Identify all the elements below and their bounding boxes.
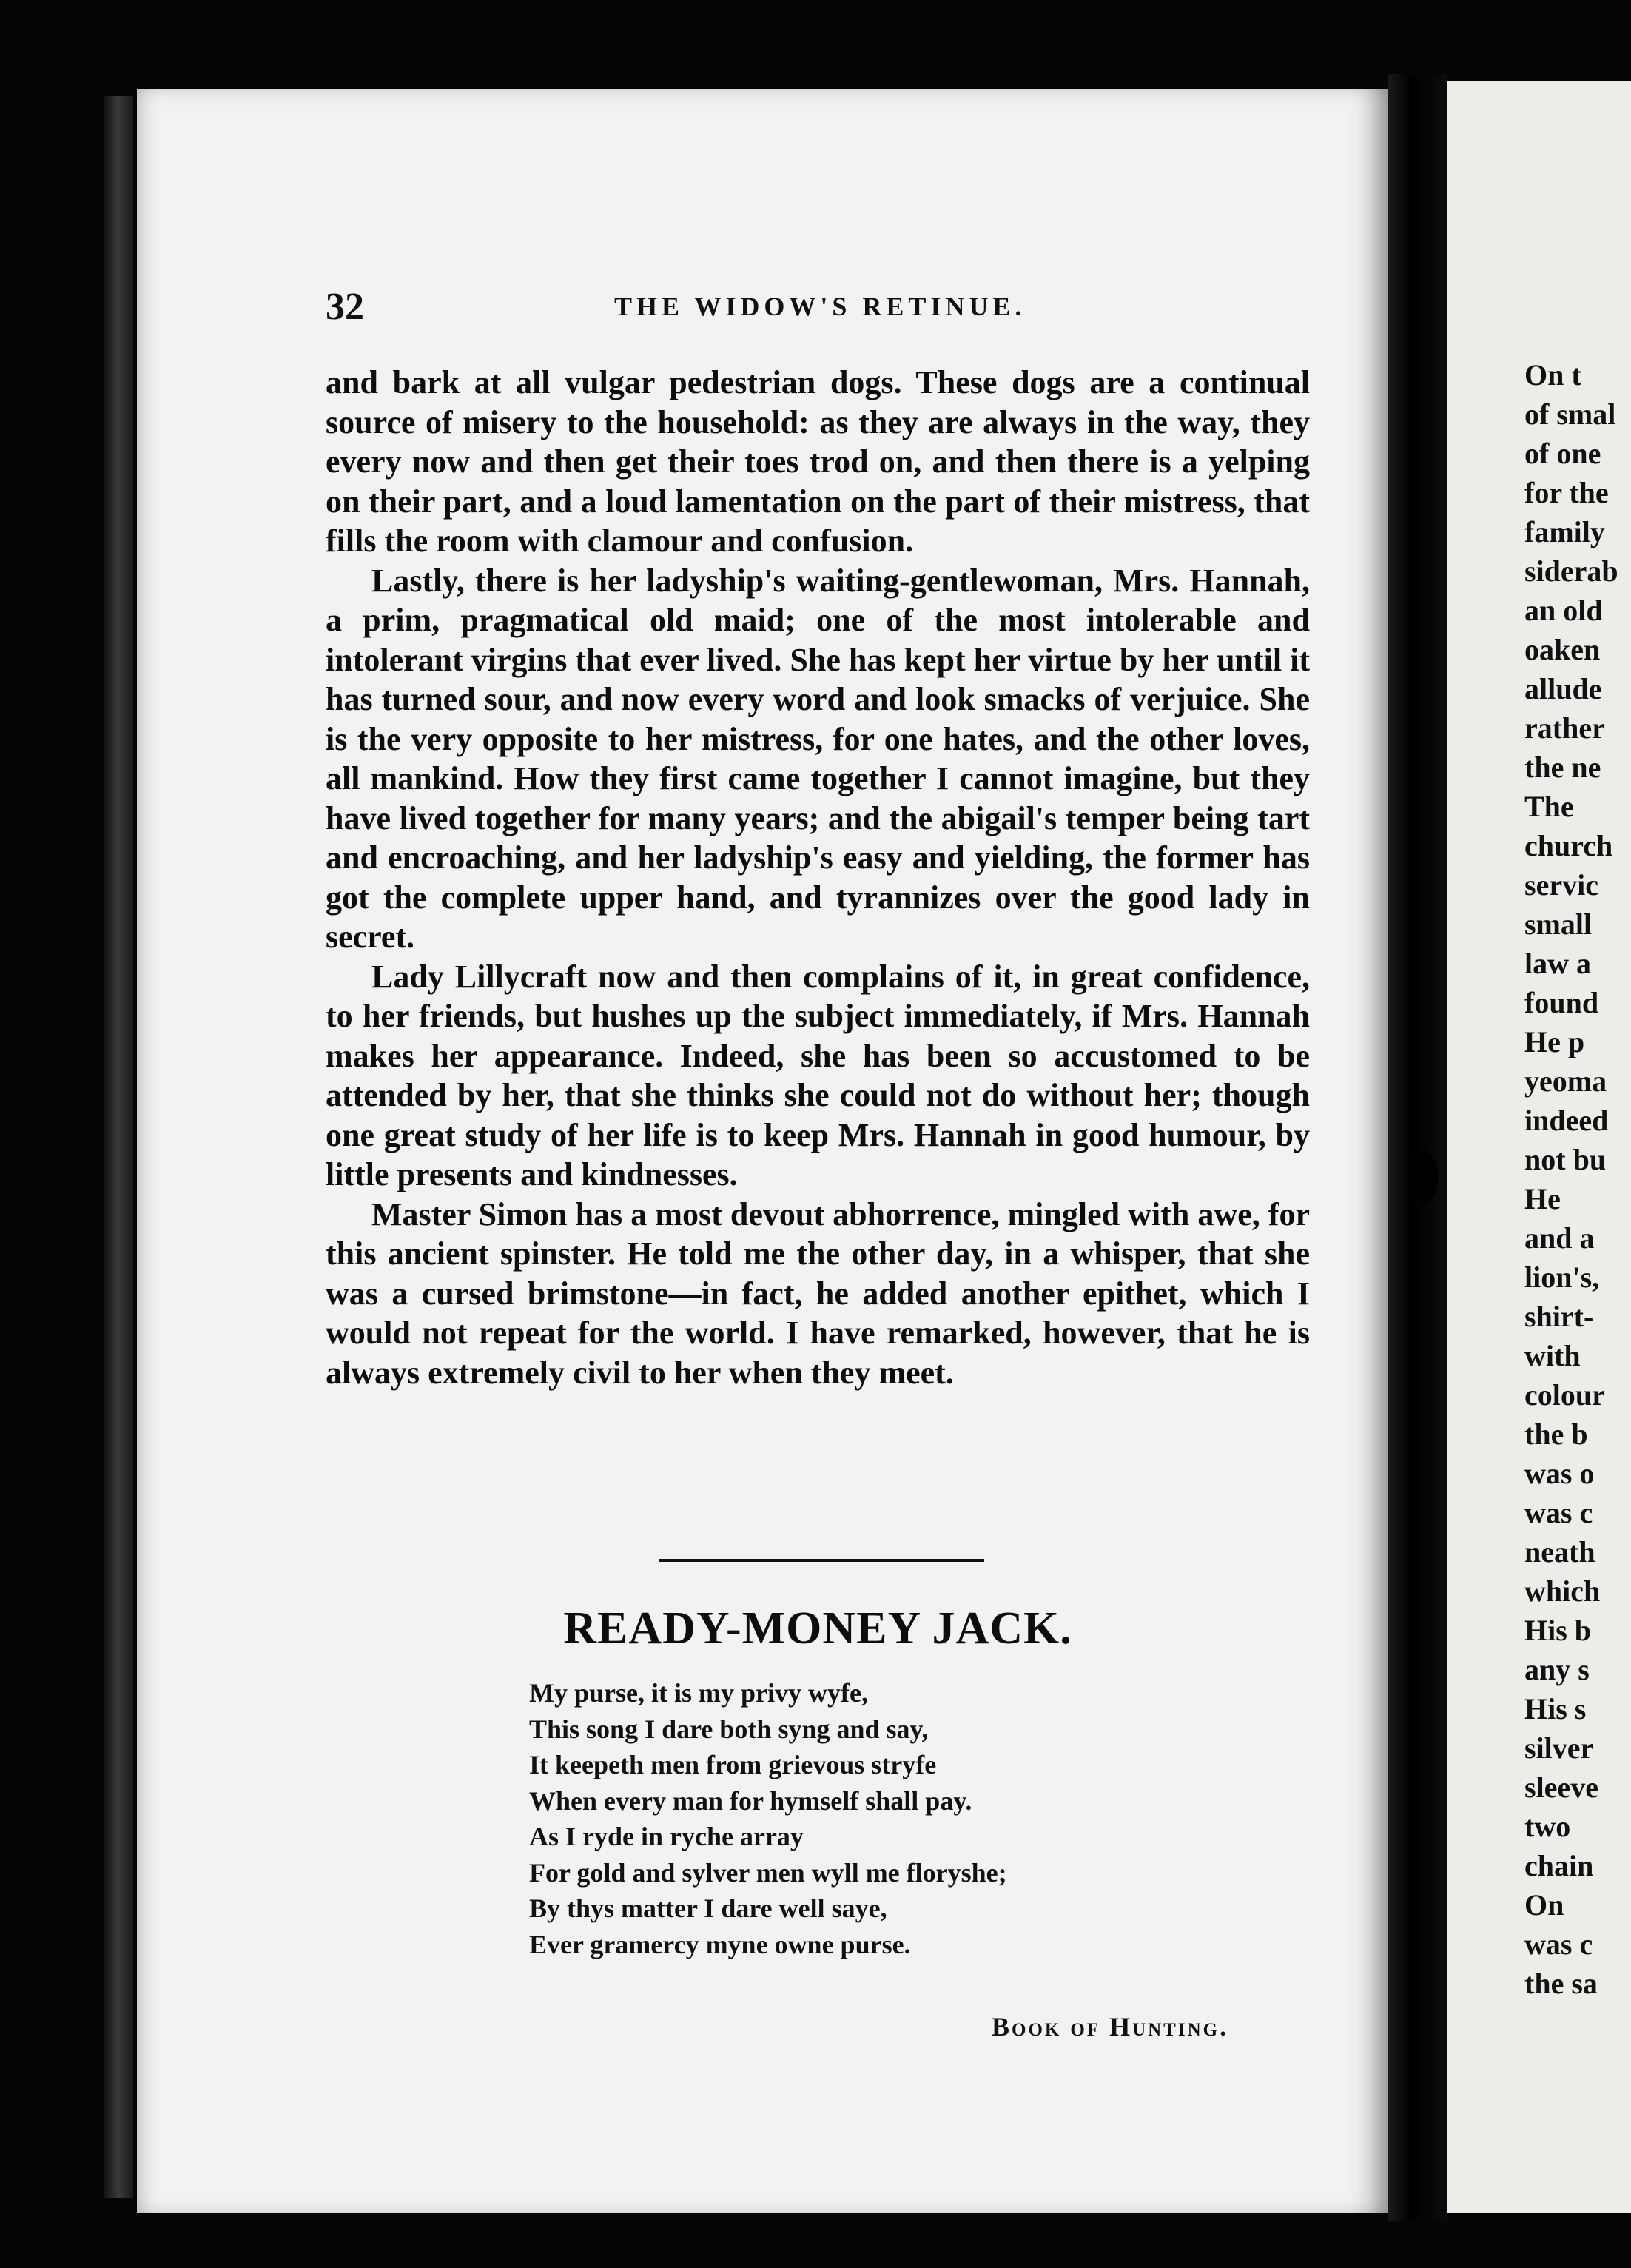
facing-page-line: siderab [1524, 554, 1618, 588]
facing-page-line: found [1524, 986, 1599, 1019]
facing-page-line: sleeve [1524, 1771, 1598, 1804]
facing-page-line: colour [1524, 1378, 1605, 1412]
verse-line: This song I dare both syng and say, [529, 1714, 929, 1744]
facing-page-text [1524, 355, 1631, 2003]
paragraph: Lady Lillycraft now and then complains of it, in great confidence, to her friends, but hushes up the subject immediately, if Mrs. Hannah makes her appearance. Indeed, she has been so accustomed to be attended by her, that she thinks she could not do without her; though one great study of her life is to keep Mrs. Hannah in good humour, by little presents and kindnesses. [326, 958, 1310, 1192]
facing-page-line: His b [1524, 1614, 1592, 1647]
facing-page-line: shirt- [1524, 1300, 1594, 1333]
facing-page-line: an old [1524, 594, 1603, 627]
running-head [326, 285, 1302, 337]
facing-page-line: was c [1524, 1928, 1593, 1961]
verse-line: My purse, it is my privy wyfe, [529, 1678, 868, 1708]
facing-page-line: the ne [1524, 751, 1601, 784]
running-head-title: THE WIDOW'S RETINUE. [614, 292, 1026, 321]
facing-page-line: He p [1524, 1025, 1585, 1058]
facing-page-line: church [1524, 829, 1613, 862]
facing-page-line: the b [1524, 1418, 1588, 1451]
facing-page-line: oaken [1524, 633, 1601, 666]
verse-line: It keepeth men from grievous stryfe [529, 1750, 937, 1779]
facing-page-line: allude [1524, 672, 1602, 705]
facing-page-line: was c [1524, 1496, 1593, 1529]
page-number: 32 [326, 286, 364, 328]
facing-page-line: of smal [1524, 397, 1616, 431]
epigraph-verse [529, 1675, 1343, 1962]
facing-page-line: for the [1524, 476, 1609, 509]
facing-page-line: lion's, [1524, 1261, 1600, 1294]
facing-page-line: On t [1524, 358, 1581, 392]
facing-page-line: neath [1524, 1535, 1595, 1569]
paragraph: Master Simon has a most devout abhorrence, mingled with awe, for this ancient spinster. He told me the other day, in a whisper, that she was a cursed brimstone—in fact, he added another epithet, which I would not repeat for the world. I have remarked, however, that he is always extremely civil to her when they meet. [326, 1195, 1310, 1391]
facing-page-line: yeoma [1524, 1064, 1607, 1098]
facing-page-line: chain [1524, 1849, 1594, 1882]
book-left-edge [104, 96, 133, 2198]
facing-page-line: of one [1524, 437, 1601, 470]
facing-page-line: not bu [1524, 1143, 1607, 1176]
verse-line: Ever gramercy myne owne purse. [529, 1929, 911, 1959]
facing-page-line: servic [1524, 868, 1598, 902]
facing-page-line: silver [1524, 1731, 1594, 1765]
facing-page-line: family [1524, 515, 1605, 548]
section-title: READY-MONEY JACK. [563, 1603, 1072, 1654]
facing-page-line: was o [1524, 1457, 1595, 1490]
section-divider-rule [659, 1559, 984, 1562]
facing-page-line: law a [1524, 947, 1591, 980]
facing-page-line: His s [1524, 1692, 1587, 1725]
facing-page-line: rather [1524, 711, 1605, 745]
facing-page-line: two [1524, 1810, 1571, 1843]
verse-line: As I ryde in ryche array [529, 1822, 804, 1851]
facing-page-line: small [1524, 907, 1593, 941]
body-text [326, 363, 1310, 1392]
book-gutter [1388, 74, 1447, 2221]
facing-page-line: and a [1524, 1221, 1595, 1255]
verse-line: When every man for hymself shall pay. [529, 1785, 972, 1816]
facing-page-line: The [1524, 790, 1574, 823]
facing-page-line: with [1524, 1339, 1581, 1372]
facing-page-line: indeed [1524, 1104, 1609, 1137]
paragraph: Lastly, there is her ladyship's waiting-gentlewoman, Mrs. Hannah, a prim, pragmatical old maid; one of the most intolerable and intolerant virgins that ever lived. She has kept her virtue by her until it has turned sour, and now every word and look smacks of verjuice. She is the very opposite to her mistress, for one hates, and the other loves, all mankind. How they first came together I cannot imagine, but they have lived together for many years; and the abigail's temper being tart and encroaching, and her ladyship's easy and yielding, the former has got the complete upper hand, and tyrannizes over the good lady in secret. [326, 562, 1310, 955]
epigraph-source: Book of Hunting. [992, 2012, 1229, 2041]
facing-page-line: any s [1524, 1653, 1590, 1686]
facing-page-line: which [1524, 1574, 1601, 1608]
facing-page-line: On [1524, 1888, 1564, 1922]
binding-hole [1410, 1151, 1438, 1203]
verse-line: For gold and sylver men wyll me floryshe; [529, 1857, 1007, 1888]
paragraph: and bark at all vulgar pedestrian dogs. These dogs are a continual source of misery to the household: as they are always in the way, they every now and then get their toes trod on, and then there is a yelping on their part, and a loud lamentation on the part of their mistress, that fills the room with clamour and confusion. [326, 364, 1310, 559]
facing-page-line: He [1524, 1182, 1561, 1215]
facing-page-line: the sa [1524, 1967, 1598, 2000]
verse-line: By thys matter I dare well saye, [529, 1893, 887, 1923]
